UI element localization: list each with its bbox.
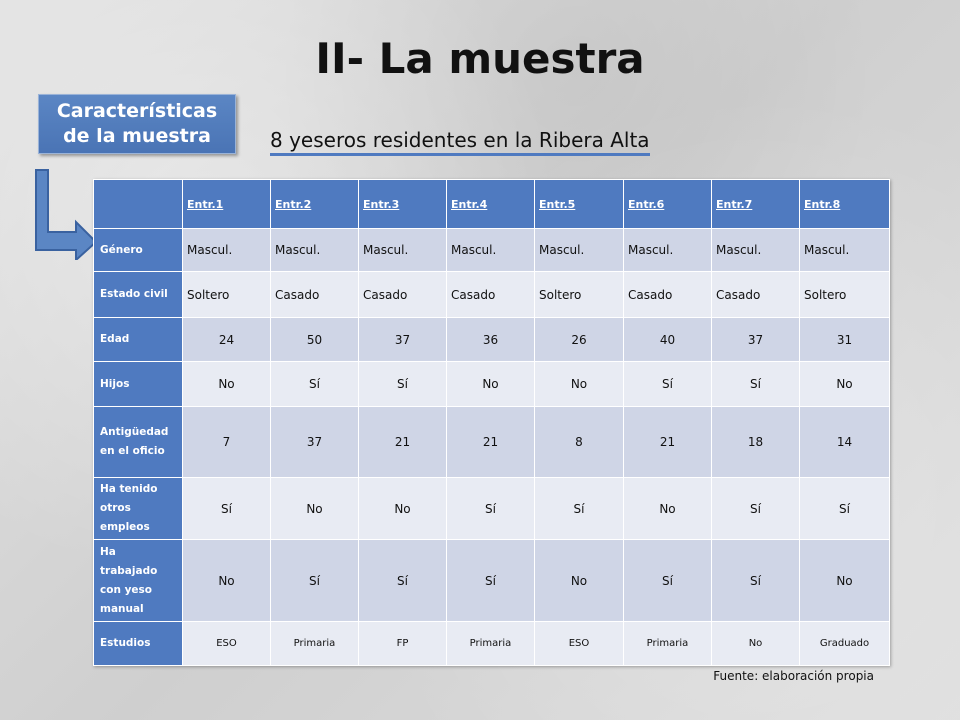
table-cell: Mascul.: [624, 229, 712, 272]
table-row: [94, 540, 890, 622]
table-cell: No: [712, 622, 800, 666]
row-label: Estudios: [94, 622, 183, 666]
table-cell: Mascul.: [183, 229, 271, 272]
table-cell: Sí: [535, 478, 624, 540]
table-cell: 37: [359, 318, 447, 362]
table-cell: 24: [183, 318, 271, 362]
table-cell: Casado: [624, 272, 712, 318]
table-cell: Mascul.: [712, 229, 800, 272]
slide-subtitle: 8 yeseros residentes en la Ribera Alta: [270, 128, 650, 156]
table-cell: Sí: [447, 478, 535, 540]
row-label: Hijos: [94, 362, 183, 407]
table-cell: Sí: [712, 478, 800, 540]
table-cell: 21: [359, 407, 447, 478]
elbow-arrow-icon: [30, 168, 100, 260]
table-cell: No: [535, 540, 624, 622]
row-label: Ha tenido otros empleos: [94, 478, 183, 540]
table-cell: Soltero: [800, 272, 890, 318]
table-cell: No: [183, 362, 271, 407]
table-row: [94, 272, 890, 318]
table-cell: No: [447, 362, 535, 407]
table-cell: Mascul.: [447, 229, 535, 272]
table-cell: 14: [800, 407, 890, 478]
column-header: Entr.7: [712, 180, 800, 229]
table-cell: Primaria: [624, 622, 712, 666]
table-cell: Mascul.: [271, 229, 359, 272]
column-header: Entr.4: [447, 180, 535, 229]
row-label: Ha trabajado con yeso manual: [94, 540, 183, 622]
table-cell: Sí: [359, 540, 447, 622]
table-row: [94, 318, 890, 362]
table-cell: Sí: [800, 478, 890, 540]
column-header: Entr.6: [624, 180, 712, 229]
table-cell: Sí: [183, 478, 271, 540]
table-cell: Sí: [624, 362, 712, 407]
row-label: Género: [94, 229, 183, 272]
row-label: Antigüedad en el oficio: [94, 407, 183, 478]
table-row: [94, 478, 890, 540]
table-row: [94, 407, 890, 478]
table-cell: 18: [712, 407, 800, 478]
table-cell: ESO: [535, 622, 624, 666]
table-cell: Mascul.: [535, 229, 624, 272]
table-cell: ESO: [183, 622, 271, 666]
table-cell: No: [800, 540, 890, 622]
table-cell: Mascul.: [800, 229, 890, 272]
table-cell: Sí: [712, 540, 800, 622]
table-cell: Primaria: [447, 622, 535, 666]
table-cell: Sí: [447, 540, 535, 622]
table-cell: 26: [535, 318, 624, 362]
table-row: [94, 229, 890, 272]
table-row: [94, 362, 890, 407]
column-header: Entr.5: [535, 180, 624, 229]
table-cell: No: [183, 540, 271, 622]
column-header: Entr.8: [800, 180, 890, 229]
table-cell: Sí: [712, 362, 800, 407]
table-cell: Sí: [624, 540, 712, 622]
table-cell: Soltero: [535, 272, 624, 318]
section-label-box: Características de la muestra: [38, 94, 236, 154]
table-cell: No: [800, 362, 890, 407]
row-label: Edad: [94, 318, 183, 362]
table-cell: 37: [271, 407, 359, 478]
sample-table: [93, 179, 890, 666]
table-cell: 21: [447, 407, 535, 478]
table-cell: Casado: [712, 272, 800, 318]
table-row: [94, 622, 890, 666]
table-cell: 8: [535, 407, 624, 478]
table-cell: 21: [624, 407, 712, 478]
table-cell: 31: [800, 318, 890, 362]
table-cell: Sí: [271, 540, 359, 622]
table-cell: 37: [712, 318, 800, 362]
table-cell: 40: [624, 318, 712, 362]
table-cell: No: [271, 478, 359, 540]
table-cell: Casado: [271, 272, 359, 318]
table-cell: Sí: [359, 362, 447, 407]
table-cell: 36: [447, 318, 535, 362]
table-cell: 50: [271, 318, 359, 362]
corner-cell: [94, 180, 183, 229]
table-cell: No: [535, 362, 624, 407]
table-cell: Mascul.: [359, 229, 447, 272]
table-cell: No: [624, 478, 712, 540]
table-cell: No: [359, 478, 447, 540]
table-cell: Soltero: [183, 272, 271, 318]
column-header: Entr.3: [359, 180, 447, 229]
table-cell: Graduado: [800, 622, 890, 666]
slide-title: II- La muestra: [315, 34, 645, 83]
table-cell: Casado: [447, 272, 535, 318]
column-header: Entr.1: [183, 180, 271, 229]
source-note: Fuente: elaboración propia: [713, 669, 874, 683]
table-cell: 7: [183, 407, 271, 478]
table-cell: Sí: [271, 362, 359, 407]
table-cell: FP: [359, 622, 447, 666]
row-label: Estado civil: [94, 272, 183, 318]
column-header: Entr.2: [271, 180, 359, 229]
table-cell: Casado: [359, 272, 447, 318]
table-cell: Primaria: [271, 622, 359, 666]
table-header-row: [94, 180, 890, 229]
